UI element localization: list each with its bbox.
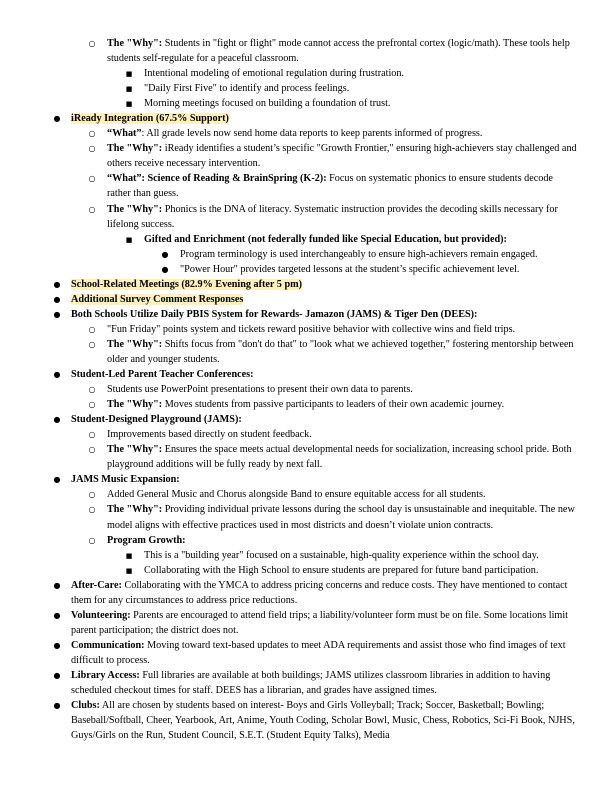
list-item-text xyxy=(144,68,404,79)
list-item xyxy=(0,307,593,322)
list-item-body: All are chosen by students based on interest- Boys and Girls Volleyball; Track; Soccer, Basketball; Bowling; Baseball/Softball, Cheer, Yearbook, Art, Anime, Youth Coding, Scholar Bowl, Music, Chess, Robotics, Sci-Fi Book, NJHS, Guys/Girls on the Run, Student Council, S.E.T. (Student Equity Talks), Media xyxy=(71,700,575,742)
list-item-text xyxy=(71,640,566,666)
list-item-text xyxy=(107,324,515,335)
document-body xyxy=(0,36,612,743)
list-item xyxy=(0,397,579,412)
hollow-bullet-icon xyxy=(84,487,100,502)
list-item-text xyxy=(71,580,568,606)
list-item-text xyxy=(107,339,574,365)
hollow-bullet-icon xyxy=(84,533,100,548)
list-item-body: "Power Hour" provides targeted lessons at the student’s specific achievement level. xyxy=(180,263,520,275)
list-item-heading: Both Schools Utilize Daily PBIS System for Rewards- Jamazon (JAMS) & Tiger Den (DEES): xyxy=(71,308,478,320)
square-bullet-icon xyxy=(121,96,137,112)
list-item-body: : All grade levels now send home data reports to keep parents informed of progress. xyxy=(141,128,483,140)
bullet-icon xyxy=(49,277,65,292)
bullet-icon xyxy=(49,608,65,623)
bullet-icon xyxy=(49,698,65,713)
bullet-icon xyxy=(49,412,65,427)
list-item xyxy=(0,412,593,427)
list-item-body: Students use PowerPoint presentations to present their own data to parents. xyxy=(107,384,413,396)
list-item-heading: The "Why": xyxy=(107,444,163,456)
list-item xyxy=(0,277,593,292)
list-item-text xyxy=(71,279,302,290)
list-item xyxy=(0,262,580,277)
list-item-text xyxy=(71,610,568,636)
list-item-heading: The "Why": xyxy=(107,338,163,350)
bullet-icon xyxy=(49,307,65,322)
list-item xyxy=(0,111,593,126)
bullet-icon xyxy=(49,472,65,487)
list-item xyxy=(0,563,584,578)
list-item xyxy=(71,578,585,608)
list-item-heading: Student-Designed Playground (JAMS): xyxy=(71,414,242,426)
list-item-heading: The "Why": xyxy=(107,203,163,215)
list-item-body: Shifts focus from "don't do that" to "look what we achieved together," fostering mentorship between older and younger students. xyxy=(107,338,574,365)
list-item xyxy=(0,292,593,307)
list-item xyxy=(71,608,585,638)
list-item-body: Moving toward text-based updates to meet ADA requirements and assist those who find images of text difficult to process. xyxy=(71,639,566,666)
list-item xyxy=(0,442,579,472)
square-bullet-icon xyxy=(121,81,137,97)
list-item-text xyxy=(180,249,538,260)
list-item-text xyxy=(180,264,519,275)
list-item-heading: Additional Survey Comment Responses xyxy=(71,293,244,305)
hollow-bullet-icon xyxy=(84,337,100,352)
list-item-body: Focus on systematic phonics to ensure students decode rather than guess. xyxy=(107,173,553,200)
list-item-text xyxy=(107,444,572,470)
list-item-heading: School-Related Meetings (82.9% Evening after 5 pm) xyxy=(71,278,302,290)
list-item-text xyxy=(144,234,507,245)
list-item xyxy=(0,202,579,232)
list-item xyxy=(0,232,584,247)
list-item-body: "Fun Friday" points system and tickets reward positive behavior with collective wins and field trips. xyxy=(107,323,516,335)
list-item-text xyxy=(107,399,504,410)
list-item-body: Moves students from passive participants to leaders of their own academic journey. xyxy=(162,399,505,411)
hollow-bullet-icon xyxy=(84,126,100,141)
list-item xyxy=(0,66,584,81)
list-item-text xyxy=(107,384,413,395)
list-item xyxy=(0,472,593,487)
list-item-text xyxy=(107,429,312,440)
list-item xyxy=(0,487,579,502)
bullet-icon xyxy=(49,111,65,126)
list-item-heading: Program Growth: xyxy=(107,534,186,546)
list-item xyxy=(0,382,579,397)
list-item-body: iReady identifies a student’s specific "Growth Frontier," ensuring high-achievers stay challenged and others receive necessary intervention. xyxy=(107,143,577,170)
square-bullet-icon xyxy=(121,563,137,579)
list-item xyxy=(71,638,585,668)
list-item xyxy=(0,96,584,111)
list-item xyxy=(0,427,579,442)
list-item-body: Program terminology is used interchangeably to ensure high-achievers remain engaged. xyxy=(180,248,538,260)
list-item-heading: “What” xyxy=(107,128,142,140)
list-item-text xyxy=(144,565,538,576)
list-item-body: Providing individual private lessons during the school day is unsustainable and inequitable. The new model aligns with effective practices used in most districts and doesn’t violate union contracts. xyxy=(107,504,575,531)
list-item-body: This is a "building year" focused on a sustainable, high-quality experience within the school day. xyxy=(144,549,539,561)
list-item-text xyxy=(71,414,242,425)
list-item-heading: Gifted and Enrichment (not federally funded like Special Education, but provided): xyxy=(144,233,507,245)
list-item-heading: After-Care: xyxy=(71,579,122,591)
hollow-bullet-icon xyxy=(84,171,100,186)
hollow-bullet-icon xyxy=(84,427,100,442)
bullet-icon xyxy=(157,262,173,277)
list-item-body: "Daily First Five" to identify and process feelings. xyxy=(144,83,350,95)
list-item-body: Collaborating with the High School to ensure students are prepared for future band participation. xyxy=(144,564,539,576)
list-item-text xyxy=(144,98,390,109)
bullet-icon xyxy=(49,578,65,593)
list-item-heading: The "Why": xyxy=(107,399,163,411)
list-item-text xyxy=(107,128,482,139)
list-item-heading: The "Why": xyxy=(107,38,163,49)
list-item-body: Morning meetings focused on building a foundation of trust. xyxy=(144,98,391,110)
list-item-text xyxy=(71,294,243,305)
square-bullet-icon xyxy=(121,232,137,248)
list-item xyxy=(0,548,584,563)
list-item-text xyxy=(107,38,570,64)
list-item-body: Students in "fight or flight" mode cannot access the prefrontal cortex (logic/math). These tools help students self-regulate for a peaceful classroom. xyxy=(107,38,570,65)
list-item-text xyxy=(71,700,575,741)
list-item xyxy=(0,337,579,367)
hollow-bullet-icon xyxy=(84,442,100,457)
list-item-heading: The "Why": xyxy=(107,504,163,516)
square-bullet-icon xyxy=(121,548,137,564)
list-item xyxy=(0,171,579,201)
hollow-bullet-icon xyxy=(84,36,100,51)
bullet-icon xyxy=(157,247,173,262)
bullet-icon xyxy=(49,638,65,653)
list-item-text xyxy=(107,504,575,530)
list-item-body: Improvements based directly on student feedback. xyxy=(107,429,312,441)
list-item xyxy=(0,533,579,548)
list-item-body: Parents are encouraged to attend field trips; a liability/volunteer form must be on file. Some locations limit parent participation; the district does not. xyxy=(71,609,569,636)
list-item-text xyxy=(107,143,577,169)
hollow-bullet-icon xyxy=(84,382,100,397)
list-item xyxy=(0,36,579,66)
list-item-body: Full libraries are available at both buildings; JAMS utilizes classroom libraries in addition to having scheduled checkout times for staff. DEES has a librarian, and grades have assigned times. xyxy=(71,669,551,697)
list-item-heading: Clubs: xyxy=(71,700,100,712)
list-item-text xyxy=(71,309,477,320)
list-item xyxy=(71,698,585,743)
list-item xyxy=(0,126,579,141)
list-item-text xyxy=(107,535,186,546)
list-item-heading: Communication: xyxy=(71,639,145,651)
list-item-text xyxy=(107,173,553,199)
list-item-body: Ensures the space meets actual developmental needs for socialization, increasing school pride. Both playground additions will be fully ready by next fall. xyxy=(107,444,572,471)
bullet-icon xyxy=(49,292,65,307)
hollow-bullet-icon xyxy=(84,397,100,412)
list-item-heading: “What”: Science of Reading & BrainSpring (K-2): xyxy=(107,173,327,185)
list-item-text xyxy=(144,83,349,94)
list-item-text xyxy=(144,550,539,561)
list-item-text xyxy=(107,204,558,230)
list-item-heading: Volunteering: xyxy=(71,609,131,621)
list-item xyxy=(0,502,579,532)
bullet-icon xyxy=(49,668,65,683)
list-item-text xyxy=(71,474,180,485)
list-item xyxy=(0,367,593,382)
list-item-heading: Library Access: xyxy=(71,669,140,681)
list-item-text xyxy=(71,670,550,696)
list-item xyxy=(0,81,584,96)
list-item-body: Intentional modeling of emotional regulation during frustration. xyxy=(144,68,405,80)
bullet-icon xyxy=(49,367,65,382)
list-item-heading: JAMS Music Expansion: xyxy=(71,474,180,486)
list-item xyxy=(0,322,579,337)
list-item-heading: The "Why": xyxy=(107,143,163,155)
hollow-bullet-icon xyxy=(84,141,100,156)
list-item-body: Collaborating with the YMCA to address pricing concerns and reduce costs. They have mentioned to contact them for any circumstances to address price reductions. xyxy=(71,579,568,606)
list-item xyxy=(0,141,579,171)
list-item-text xyxy=(71,369,254,380)
hollow-bullet-icon xyxy=(84,502,100,517)
list-item-text xyxy=(71,113,229,124)
list-item-text xyxy=(107,489,486,500)
list-item-heading: Student-Led Parent Teacher Conferences: xyxy=(71,369,254,381)
list-item-body: Added General Music and Chorus alongside Band to ensure equitable access for all students. xyxy=(107,489,486,501)
square-bullet-icon xyxy=(121,66,137,82)
hollow-bullet-icon xyxy=(84,202,100,217)
list-item xyxy=(0,247,580,262)
list-item xyxy=(71,668,585,698)
list-item-body: Phonics is the DNA of literacy. Systematic instruction provides the decoding skills necessary for lifelong success. xyxy=(107,203,558,230)
list-item-heading: iReady Integration (67.5% Support) xyxy=(71,113,229,125)
hollow-bullet-icon xyxy=(84,322,100,337)
